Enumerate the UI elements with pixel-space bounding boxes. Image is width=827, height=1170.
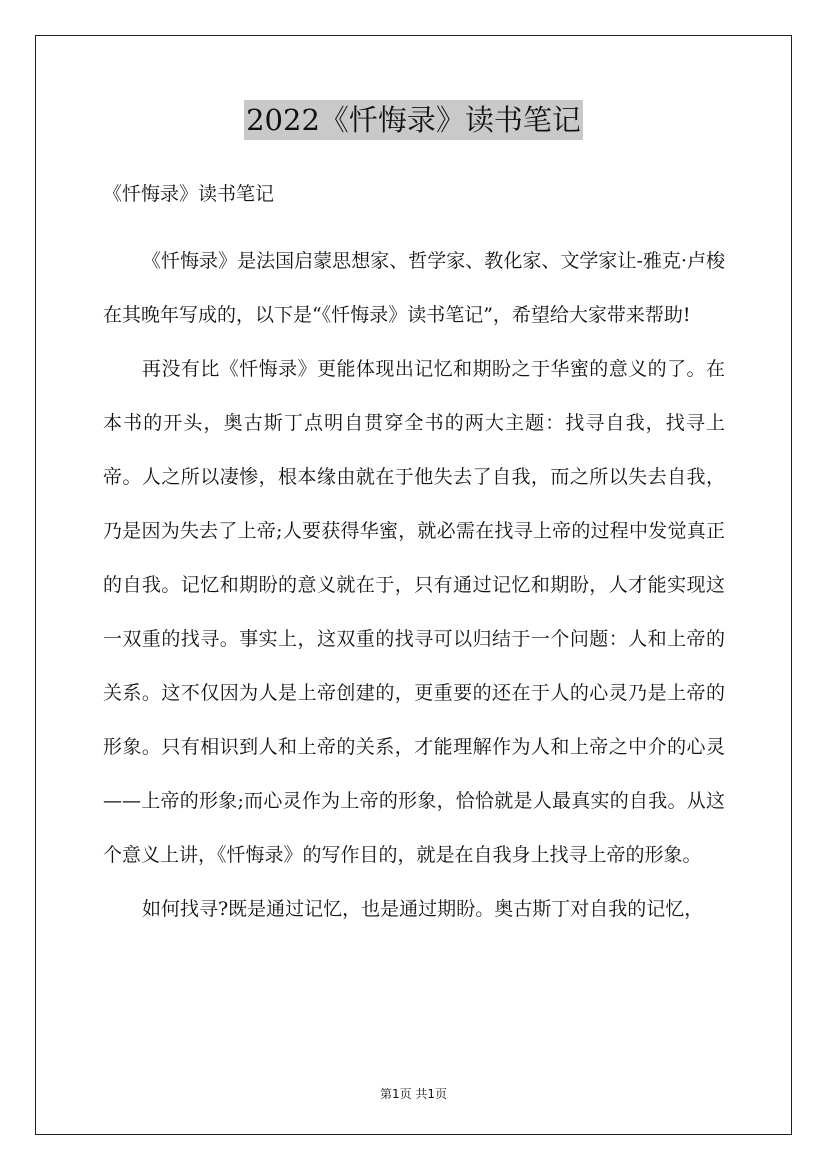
- document-title: 2022《忏悔录》读书笔记: [244, 100, 583, 140]
- paragraph-1: 《忏悔录》是法国启蒙思想家、哲学家、教化家、文学家让-雅克·卢梭在其晚年写成的，以下是“《忏悔录》读书笔记”，希望给大家带来帮助!: [103, 250, 725, 326]
- page-footer: 第1页 共1页: [379, 1087, 448, 1101]
- subheading: 《忏悔录》读书笔记: [103, 183, 275, 205]
- document-title-wrap: [0, 100, 827, 140]
- document-body: [103, 234, 725, 936]
- paragraph-3: 如何找寻?既是通过记忆，也是通过期盼。奥古斯丁对自我的记忆，: [142, 898, 704, 920]
- paragraph-2: 再没有比《忏悔录》更能体现出记忆和期盼之于华蜜的意义的了。在本书的开头，奥古斯丁点明自贯穿全书的两大主题：找寻自我，找寻上帝。人之所以凄惨，根本缘由就在于他失去了自我，而之所以失去自我，乃是因为失去了上帝;人要获得华蜜，就必需在找寻上帝的过程中发觉真正的自我。记忆和期盼的意义就在于，只有通过记忆和期盼，人才能实现这一双重的找寻。事实上，这双重的找寻可以归结于一个问题：人和上帝的关系。这不仅因为人是上帝创建的，更重要的还在于人的心灵乃是上帝的形象。只有相识到人和上帝的关系，才能理解作为人和上帝之中介的心灵——上帝的形象;而心灵作为上帝的形象，恰恰就是人最真实的自我。从这个意义上讲，《忏悔录》的写作目的，就是在自我身上找寻上帝的形象。: [103, 358, 725, 866]
